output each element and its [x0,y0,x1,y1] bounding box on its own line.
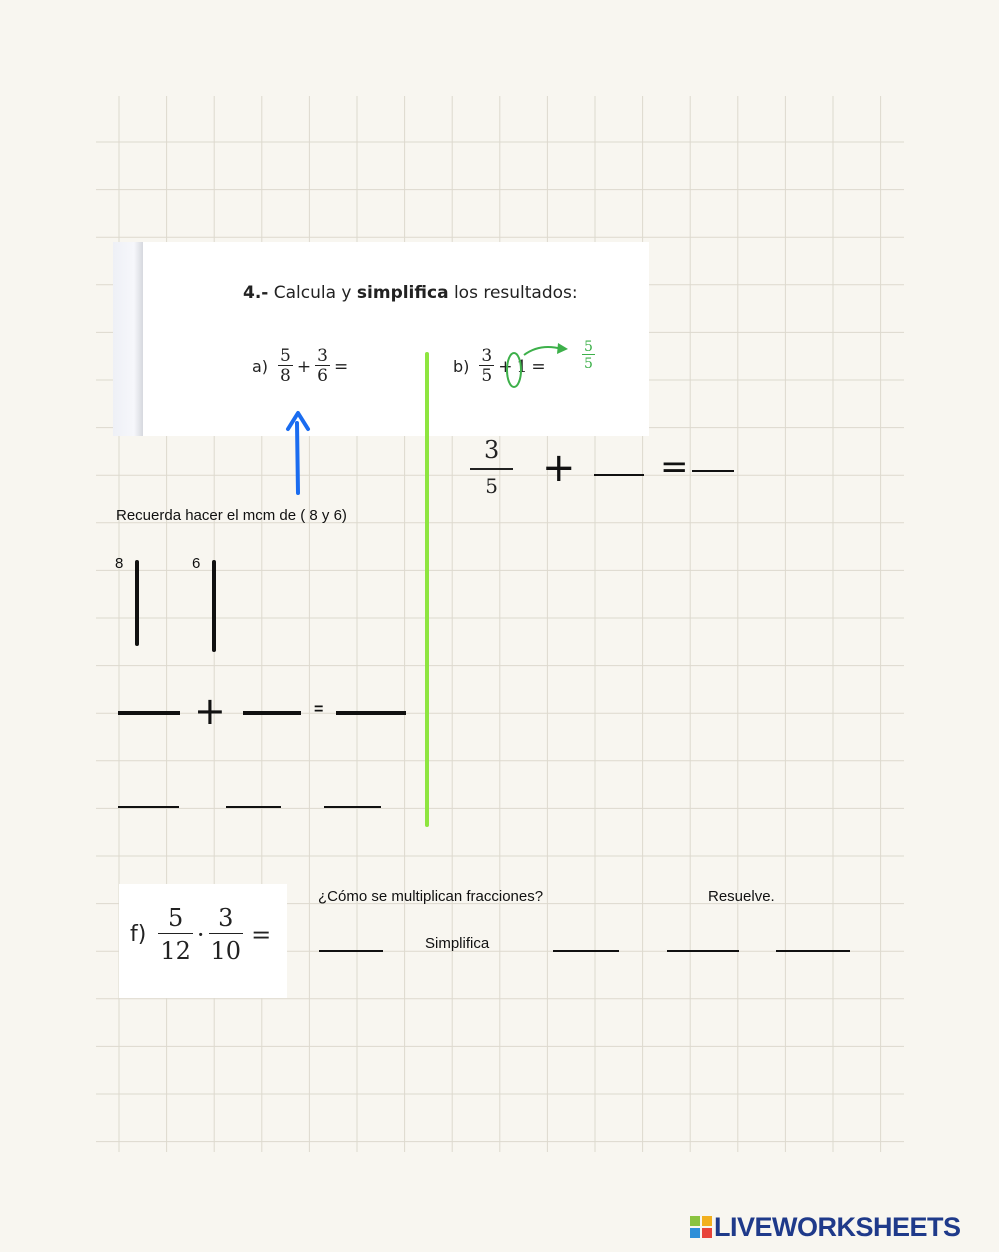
fraction-3-5 [479,348,494,385]
title-bold-word: simplifica [356,283,449,303]
green-divider [425,352,429,827]
denominator: 12 [158,933,193,963]
numerator-blank-3[interactable] [336,711,406,715]
multiply-blank-1[interactable] [319,950,383,952]
multiply-blank-4[interactable] [776,950,850,952]
exercise-title [243,283,578,303]
fraction-5-8 [278,348,293,385]
exercise-a [252,348,348,385]
exercise-f-label: f) [130,922,147,947]
numerator: 3 [484,436,500,464]
denominator: 6 [317,366,328,386]
fraction-5-12 [158,906,193,963]
fraction-3-10 [209,906,244,963]
plus-sign: + [498,356,513,377]
multiply-question: ¿Cómo se multiplican fracciones? [318,888,544,905]
denominator-blank-3[interactable] [324,806,381,808]
blue-arrow-icon [285,405,315,500]
mcm-hint: Recuerda hacer el mcm de ( 8 y 6) [116,507,347,524]
multiply-dot: · [196,920,205,949]
numerator-blank-1[interactable] [118,711,180,715]
note-fraction-5-5 [582,340,595,372]
sum-equals-sign: = [314,701,324,718]
mcm-divider-6 [212,560,216,652]
work-b-plus: + [542,445,576,491]
mcm-divider-8 [135,560,139,646]
arrow-head-icon [557,343,568,354]
liveworksheets-logo[interactable] [690,1212,961,1243]
scan-page-edge [113,242,143,436]
work-b-fraction [470,438,513,499]
numerator-blank-2[interactable] [243,711,301,715]
equals-sign: = [531,356,546,377]
denominator: 8 [280,366,291,386]
exercise-number: 4.- [243,283,269,303]
work-b-result-blank[interactable] [692,470,734,472]
denominator-blank-1[interactable] [118,806,179,808]
exercise-f [130,906,271,963]
liveworksheets-logo-icon [690,1216,712,1238]
denominator: 5 [470,468,513,496]
arrow-line [524,347,562,355]
mcm-number-8: 8 [115,555,124,572]
simplifica-label: Simplifica [425,935,490,952]
numerator: 3 [481,346,493,366]
work-b-answer-blank[interactable] [594,474,644,476]
denominator-blank-2[interactable] [226,806,281,808]
fraction-3-6 [315,348,330,385]
equals-sign: = [333,356,349,377]
numerator: 5 [167,904,184,932]
liveworksheets-wordmark: LIVEWORKSHEETS [714,1212,961,1242]
resuelve-label: Resuelve. [708,888,775,905]
numerator: 3 [218,904,234,932]
exercise-a-label: a) [252,357,269,376]
mcm-number-6: 6 [192,555,201,572]
numerator: 5 [584,339,593,355]
multiply-blank-2[interactable] [553,950,619,952]
title-text-2: los resultados: [453,283,578,303]
exercise-b-label: b) [453,357,470,376]
denominator: 5 [481,366,493,386]
work-b-equals: = [660,447,689,487]
circle-mark [507,353,521,387]
title-text-1: Calcula y [273,283,352,303]
numerator: 5 [280,346,291,366]
equals-sign: = [251,920,272,949]
multiply-blank-3[interactable] [667,950,739,952]
numerator: 3 [317,346,328,366]
denominator: 10 [209,933,244,963]
sum-plus-sign: + [194,689,226,733]
plus-sign: + [296,356,312,377]
denominator: 5 [584,356,593,372]
whole-number-one: 1 [516,356,528,377]
